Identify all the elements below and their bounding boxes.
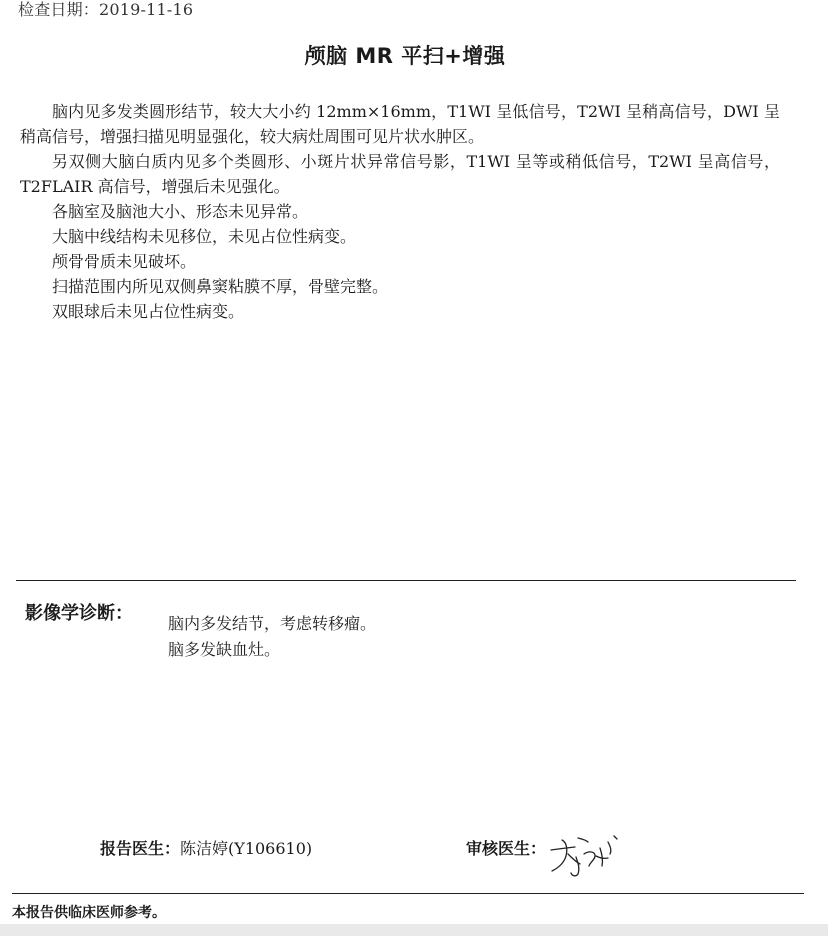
findings-paragraph: 扫描范围内所见双侧鼻窦粘膜不厚，骨壁完整。 (52, 277, 389, 296)
diagnosis-list (168, 611, 376, 663)
findings-paragraph: 各脑室及脑池大小、形态未见异常。 (52, 202, 309, 221)
findings-paragraph: 双眼球后未见占位性病变。 (52, 302, 245, 321)
findings-paragraph: 脑内见多发类圆形结节，较大大小约 12mm×16mm，T1WI 呈低信号，T2WI 呈稍高信号，DWI 呈稍高信号，增强扫描见明显强化，较大病灶周围可见片状水肿区。 (20, 102, 780, 146)
section-divider (16, 580, 796, 581)
reporter-name: 陈洁婷(Y106610) (180, 839, 313, 858)
diagnosis-item: 脑多发缺血灶。 (168, 640, 281, 659)
report-title: 颅脑 MR 平扫+增强 (304, 44, 506, 68)
footer-note: 本报告供临床医师参考。 (12, 905, 166, 921)
footer-divider (12, 893, 804, 894)
exam-date: 检查日期：2019-11-16 (18, 0, 194, 19)
reporter-signature-line (100, 836, 312, 859)
reporter-label: 报告医生： (100, 839, 181, 858)
handwritten-signature (548, 830, 628, 878)
diagnosis-label: 影像学诊断： (25, 603, 133, 624)
findings-paragraph: 另双侧大脑白质内见多个类圆形、小斑片状异常信号影，T1WI 呈等或稍低信号，T2WI 呈高信号，T2FLAIR 高信号，增强后未见强化。 (20, 152, 780, 196)
diagnosis-item: 脑内多发结节，考虑转移瘤。 (168, 614, 377, 633)
page-bottom-edge (0, 924, 828, 936)
findings-section (20, 99, 780, 324)
reviewer-label: 审核医生： (466, 839, 547, 858)
findings-paragraph: 大脑中线结构未见移位，未见占位性病变。 (52, 227, 357, 246)
findings-paragraph: 颅骨骨质未见破坏。 (52, 252, 197, 271)
